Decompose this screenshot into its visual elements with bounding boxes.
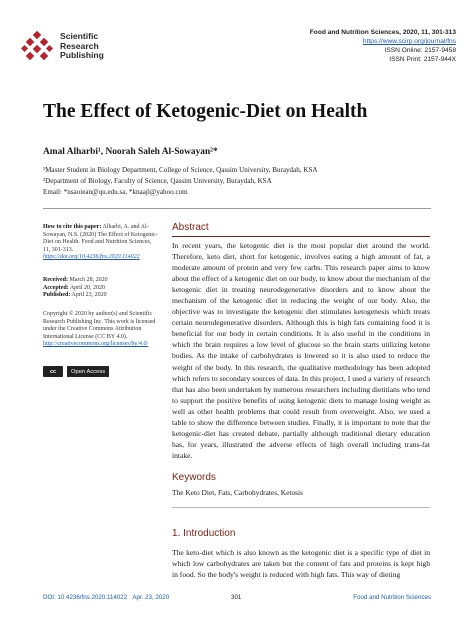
cc-license-icon[interactable]: cc	[43, 366, 63, 377]
logo-line-2: Research	[60, 40, 99, 51]
author-email: Email: *nsaoiean@qu.edu.sa, *knaajl@yahoo.com	[43, 188, 188, 196]
abstract-rule	[172, 236, 430, 237]
accepted-label: Accepted:	[43, 284, 69, 291]
article-authors: Amal Alharbi¹, Noorah Saleh Al-Sowayan²*	[43, 147, 218, 157]
open-access-badge: Open Access	[67, 366, 109, 377]
journal-info	[310, 28, 456, 64]
cite-doi-link[interactable]: https://doi.org/10.4236/fns.2020.114022	[43, 254, 140, 261]
journal-url-link[interactable]: https://www.scirp.org/journal/fns	[362, 38, 456, 45]
logo-line-1: Scientific	[60, 31, 99, 41]
dates-block	[43, 277, 159, 300]
header-divider	[43, 208, 431, 209]
accepted-row	[43, 285, 159, 293]
received-label: Received:	[43, 277, 68, 283]
abstract-text: In recent years, the ketogenic diet is the most popular diet around the world. Therefore, keto diet, short for ketogenic, involves eating a high amount of fat, a moderate amount of protein and very few carbs. This research paper aims to know about the effect of a ketogenic diet on our body, to know about the mechanism of the ketogenic diet in treating neurodegenerative disorders and to know about the mechanism of the ketogenic diet in reducing the weight of our body. Also, the objective was to investigate the ketogenic diet stimulates ketogenesis which treats certain neurodegenerative disorders. Although this is high fats containing food it is beneficial for our body in certain conditions. It is also useful in the conditions in which the brain requires a low level of glucose so the brain starts utilizing ketone bodies. As the intake of carbohydrates is lowered so it is also used to reduce the weight of the body. In this research, the qualitative methodology has been adopted which refers to secondary sources of data. In this project, I used a variety of research that has also been undertaken by numerous researchers including dietitians who tend to support the positive benefits of using ketogenic diets to manage losing weight as well as other health problems that could result from overweight. Also, we used a table to show the difference between studies. Finally, it is important to note that the ketogenic-diet has created debate, partially although traditional dietary education has, for years, illustrated the adverse effects of high overall including trans-fat intake.	[172, 241, 430, 460]
published-row	[43, 292, 159, 300]
footer-doi-text[interactable]: DOI: 10.4236/fns.2020.114022	[43, 594, 128, 601]
logo-line-3: Publishing	[60, 50, 104, 61]
footer-journal: Food and Nutrition Sciences	[353, 594, 431, 601]
received-date: March 28, 2020	[69, 277, 108, 283]
publisher-name	[60, 32, 104, 61]
footer-page-number: 301	[231, 594, 242, 601]
affiliation-2: ²Department of Biology, Faculty of Science, Qassim University, Buraydah, KSA	[43, 177, 272, 185]
keywords-rule	[172, 507, 430, 508]
journal-citation: Food and Nutrition Sciences, 2020, 11, 301-313	[309, 29, 456, 36]
published-date: April 23, 2020	[71, 292, 107, 299]
footer-date: Apr. 23, 2020	[132, 594, 170, 601]
srp-diamond-logo-icon	[20, 30, 54, 64]
how-to-cite	[43, 224, 159, 262]
cite-text: Alharbi, A. and Al-Sowayan, N.S. (2020) The Effect of Ketogenic-Diet on Health. Food and Nutrition Sciences, 11, 301-313.	[43, 224, 158, 253]
keywords-heading: Keywords	[172, 472, 216, 483]
footer-doi	[43, 594, 169, 601]
article-title: The Effect of Ketogenic-Diet on Health	[43, 101, 368, 122]
introduction-heading: 1. Introduction	[172, 528, 236, 539]
received-row	[43, 277, 159, 285]
issn-print: ISSN Print: 2157-944X	[389, 56, 456, 63]
copyright-text: Copyright © 2020 by author(s) and Scientific Research Publishing Inc. This work is licensed under the Creative Commons Attribution International License (CC BY 4.0).	[43, 311, 156, 340]
keywords-text: The Keto Diet, Fats, Carbohydrates, Ketosis	[172, 488, 303, 497]
introduction-text: The keto-diet which is also known as the ketogenic diet is a specific type of diet in which low carbohydrates are taken but the content of fats and proteins is kept high in food. So the body's weight is reduced with high fats. This way of dieting	[172, 548, 430, 580]
license-badges	[43, 366, 109, 379]
accepted-date: April 20, 2020	[69, 284, 105, 291]
published-label: Published:	[43, 292, 71, 299]
abstract-heading: Abstract	[172, 222, 209, 233]
affiliation-1: ¹Master Student in Biology Department, College of Science, Qassim University, Buraydah, KSA	[43, 166, 318, 174]
copyright-block	[43, 311, 159, 349]
issn-online: ISSN Online: 2157-9458	[384, 47, 456, 54]
publisher-logo	[20, 28, 170, 68]
cite-label: How to cite this paper:	[43, 224, 102, 230]
license-link[interactable]: http://creativecommons.org/licenses/by/4.0/	[43, 341, 149, 348]
